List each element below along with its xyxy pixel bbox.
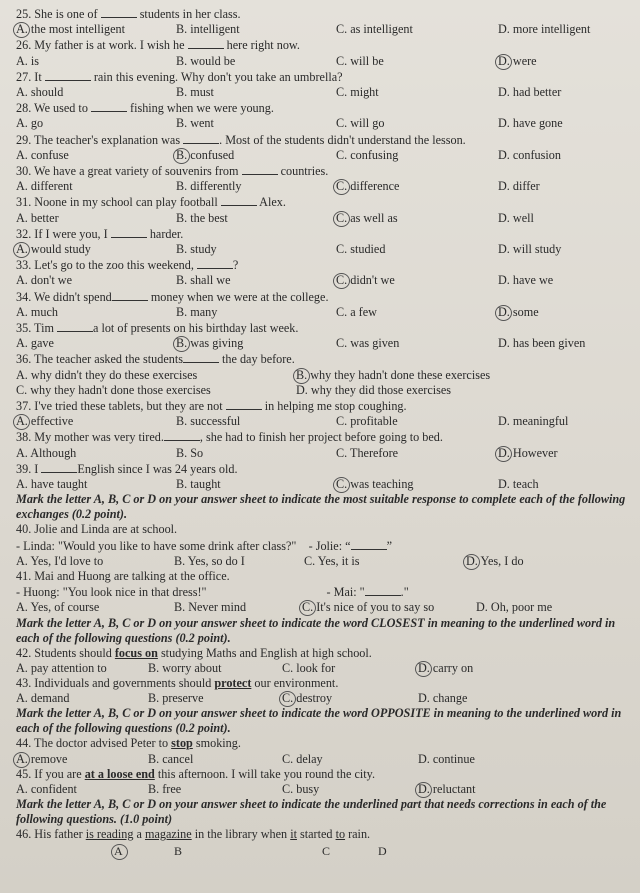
answer-blank bbox=[221, 194, 257, 206]
option-a: A. pay attention to bbox=[16, 660, 107, 675]
option-b: B. was giving bbox=[176, 336, 336, 351]
question-30: 30. We have a great variety of souvenirs from countries. bbox=[16, 164, 329, 179]
option-c: C. busy bbox=[282, 781, 320, 796]
question-45: 45. If you are at a loose end this afternoon. I will take you round the city. bbox=[16, 766, 376, 781]
option-b: B. study bbox=[176, 242, 217, 257]
underlined-word: protect bbox=[214, 675, 252, 690]
question-40: 40. Jolie and Linda are at school. bbox=[16, 522, 178, 537]
options-46 bbox=[16, 844, 628, 859]
option-b: B. shall we bbox=[176, 273, 231, 288]
option-a: A. why didn't they do these exercises bbox=[16, 367, 198, 382]
option-d: D. some bbox=[498, 305, 628, 320]
option-a: A. confident bbox=[16, 781, 77, 796]
mark-a: A bbox=[114, 844, 174, 859]
option-a: A. Yes, of course bbox=[16, 600, 100, 615]
option-a: A. better bbox=[16, 210, 59, 225]
answer-blank bbox=[91, 100, 127, 112]
answer-blank bbox=[45, 69, 91, 81]
option-d: D. change bbox=[418, 691, 468, 706]
option-c: C. It's nice of you to say so bbox=[302, 600, 476, 615]
answer-blank bbox=[183, 351, 219, 363]
option-d: D. why they did those exercises bbox=[296, 382, 452, 397]
option-c: C. a few bbox=[336, 304, 377, 319]
option-b: B. Yes, so do I bbox=[174, 553, 245, 568]
section-instruction-closest: Mark the letter A, B, C or D on your answer sheet to indicate the word CLOSEST in meaning to the underlined word in each of the following questions (0.2 point). bbox=[16, 615, 616, 645]
answer-blank bbox=[112, 289, 148, 301]
option-b: B. preserve bbox=[148, 691, 204, 706]
option-b: B. differently bbox=[176, 179, 242, 194]
answer-blank bbox=[111, 226, 147, 238]
option-d: D. has been given bbox=[498, 336, 586, 351]
option-b: B. worry about bbox=[148, 660, 222, 675]
option-c: C. studied bbox=[336, 242, 386, 257]
option-d: D. continue bbox=[418, 751, 475, 766]
option-c: C. was teaching bbox=[336, 477, 498, 492]
option-d: D. had better bbox=[498, 85, 562, 100]
question-35: 35. Tim a lot of presents on his birthday last week. bbox=[16, 321, 299, 336]
option-c: C. profitable bbox=[336, 414, 398, 429]
answer-blank bbox=[365, 584, 401, 596]
question-31: 31. Noone in my school can play football Alex. bbox=[16, 195, 286, 210]
question-29: 29. The teacher's explanation was . Most of the students didn't understand the lesson. bbox=[16, 132, 466, 147]
option-a: A. the most intelligent bbox=[16, 22, 176, 37]
underlined-part-c: it bbox=[290, 827, 297, 842]
option-a: A. confuse bbox=[16, 147, 69, 162]
answer-blank bbox=[226, 398, 262, 410]
option-c: C. as well as bbox=[336, 211, 498, 226]
option-c: C. will go bbox=[336, 116, 385, 131]
answer-blank bbox=[197, 257, 233, 269]
option-d: D. well bbox=[498, 210, 534, 225]
option-c: C. confusing bbox=[336, 147, 399, 162]
answer-blank bbox=[183, 132, 219, 144]
option-c: C. look for bbox=[282, 660, 336, 675]
underlined-part-a: is reading bbox=[85, 827, 134, 842]
option-c: C. delay bbox=[282, 751, 323, 766]
options-39 bbox=[16, 477, 628, 492]
options-41 bbox=[16, 600, 628, 615]
option-c: C. difference bbox=[336, 179, 498, 194]
option-c: C. destroy bbox=[282, 691, 418, 706]
option-d: D. will study bbox=[498, 242, 562, 257]
options-37 bbox=[16, 414, 628, 429]
option-b: B. cancel bbox=[148, 751, 194, 766]
question-34: 34. We didn't spend money when we were at the college. bbox=[16, 289, 329, 304]
underlined-part-b: magazine bbox=[144, 827, 192, 842]
answer-blank bbox=[57, 320, 93, 332]
underlined-word: stop bbox=[171, 736, 193, 751]
option-a: A. Yes, I'd love to bbox=[16, 553, 104, 568]
underlined-word: at a loose end bbox=[84, 766, 155, 781]
option-a: A. have taught bbox=[16, 477, 88, 492]
options-29 bbox=[16, 148, 628, 163]
option-a: A. go bbox=[16, 116, 44, 131]
option-b: B. why they hadn't done these exercises bbox=[296, 368, 576, 383]
underlined-word: focus on bbox=[114, 645, 158, 660]
question-41: 41. Mai and Huong are talking at the office. bbox=[16, 568, 230, 583]
underlined-part-d: to bbox=[335, 827, 346, 842]
option-c: C. didn't we bbox=[336, 273, 498, 288]
question-32: 32. If I were you, I harder. bbox=[16, 226, 184, 241]
question-38: 38. My mother was very tired. , she had to finish her project before going to bed. bbox=[16, 430, 443, 445]
answer-blank bbox=[351, 538, 387, 550]
option-b: B. many bbox=[176, 304, 218, 319]
option-a: A. don't we bbox=[16, 273, 73, 288]
option-b: B. would be bbox=[176, 53, 236, 68]
mark-c: C bbox=[322, 844, 331, 859]
option-c: C. why they hadn't done those exercises bbox=[16, 382, 211, 397]
options-35 bbox=[16, 336, 628, 351]
option-a: A. is bbox=[16, 53, 40, 68]
options-45 bbox=[16, 782, 628, 797]
options-31 bbox=[16, 211, 628, 226]
question-37: 37. I've tried these tablets, but they are not in helping me stop coughing. bbox=[16, 399, 407, 414]
options-43 bbox=[16, 691, 628, 706]
mark-b: B bbox=[174, 844, 183, 859]
options-25 bbox=[16, 22, 628, 37]
options-42 bbox=[16, 661, 628, 676]
option-b: B. taught bbox=[176, 477, 221, 492]
option-d: D. more intelligent bbox=[498, 22, 591, 37]
option-d: D. have we bbox=[498, 273, 554, 288]
option-b: B. went bbox=[176, 116, 214, 131]
option-d: D. have gone bbox=[498, 116, 563, 131]
section-instruction-corrections: Mark the letter A, B, C or D on your answer sheet to indicate the underlined part that needs corrections in each of the following questions. (1.0 point) bbox=[16, 797, 607, 827]
option-d: D. Yes, I do bbox=[466, 554, 628, 569]
option-d: D. were bbox=[498, 54, 628, 69]
option-d: D. meaningful bbox=[498, 414, 569, 429]
options-38 bbox=[16, 446, 628, 461]
option-a: A. should bbox=[16, 85, 64, 100]
option-b: B. successful bbox=[176, 414, 241, 429]
options-33 bbox=[16, 273, 628, 288]
option-b: B. free bbox=[148, 781, 182, 796]
question-36: 36. The teacher asked the students the day before. bbox=[16, 352, 295, 367]
option-d: D. differ bbox=[498, 179, 540, 194]
options-32 bbox=[16, 242, 628, 257]
option-a: A. would study bbox=[16, 242, 176, 257]
option-c: C. Yes, it is bbox=[304, 553, 360, 568]
options-34 bbox=[16, 305, 628, 320]
options-27 bbox=[16, 85, 628, 100]
section-instruction-opposite: Mark the letter A, B, C or D on your answer sheet to indicate the word OPPOSITE in meaning to the underlined word in each of the following questions (0.2 point). bbox=[16, 706, 622, 736]
answer-blank bbox=[242, 163, 278, 175]
option-d: D. Oh, poor me bbox=[476, 600, 553, 615]
options-40 bbox=[16, 554, 628, 569]
question-43: 43. Individuals and governments should protect our environment. bbox=[16, 675, 339, 690]
option-d: D. reluctant bbox=[418, 782, 628, 797]
option-b: B. confused bbox=[176, 148, 336, 163]
option-b: B. must bbox=[176, 85, 214, 100]
question-40-dialogue: - Linda: "Would you like to have some drink after class?" - Jolie: “ ” bbox=[16, 538, 392, 553]
option-b: B. intelligent bbox=[176, 22, 240, 37]
option-c: C. as intelligent bbox=[336, 22, 413, 37]
option-d: D. confusion bbox=[498, 147, 561, 162]
option-d: D. carry on bbox=[418, 661, 628, 676]
option-c: C. will be bbox=[336, 53, 384, 68]
option-b: B. the best bbox=[176, 210, 228, 225]
option-d: D. teach bbox=[498, 477, 539, 492]
option-a: A. gave bbox=[16, 336, 54, 351]
option-a: A. effective bbox=[16, 414, 176, 429]
option-a: A. different bbox=[16, 179, 73, 194]
question-42: 42. Students should focus on studying Maths and English at high school. bbox=[16, 645, 372, 660]
question-44: 44. The doctor advised Peter to stop smoking. bbox=[16, 736, 241, 751]
option-a: A. demand bbox=[16, 691, 70, 706]
question-39: 39. I English since I was 24 years old. bbox=[16, 461, 238, 476]
mark-d: D bbox=[378, 844, 387, 859]
option-c: C. was given bbox=[336, 336, 400, 351]
question-26: 26. My father is at work. I wish he here right now. bbox=[16, 38, 300, 53]
options-30 bbox=[16, 179, 628, 194]
option-c: C. Therefore bbox=[336, 445, 399, 460]
answer-blank bbox=[101, 6, 137, 18]
option-b: B. Never mind bbox=[174, 600, 247, 615]
option-c: C. might bbox=[336, 85, 379, 100]
answer-blank bbox=[188, 37, 224, 49]
options-36-row2 bbox=[16, 383, 628, 398]
options-28 bbox=[16, 116, 628, 131]
option-a: A. remove bbox=[16, 752, 148, 767]
options-36-row1 bbox=[16, 368, 628, 383]
section-instruction-exchanges: Mark the letter A, B, C or D on your answer sheet to indicate the most suitable response to complete each of the following exchanges (0.2 point). bbox=[16, 492, 626, 522]
question-41-dialogue: - Huong: "You look nice in that dress!" - Mai: " ." bbox=[16, 585, 409, 600]
question-25: 25. She is one of students in her class. bbox=[16, 7, 241, 21]
question-46: 46. His father is reading a magazine in the library when it started to rain. bbox=[16, 827, 371, 842]
answer-blank bbox=[41, 461, 77, 473]
question-28: 28. We used to fishing when we were young. bbox=[16, 101, 274, 116]
options-26 bbox=[16, 54, 628, 69]
option-d: D. However bbox=[498, 446, 628, 461]
option-a: A. Although bbox=[16, 445, 77, 460]
answer-blank bbox=[164, 429, 200, 441]
question-27: 27. It rain this evening. Why don't you take an umbrella? bbox=[16, 69, 343, 84]
option-b: B. So bbox=[176, 445, 204, 460]
question-33: 33. Let's go to the zoo this weekend, ? bbox=[16, 258, 239, 273]
option-a: A. much bbox=[16, 304, 58, 319]
options-44 bbox=[16, 752, 628, 767]
